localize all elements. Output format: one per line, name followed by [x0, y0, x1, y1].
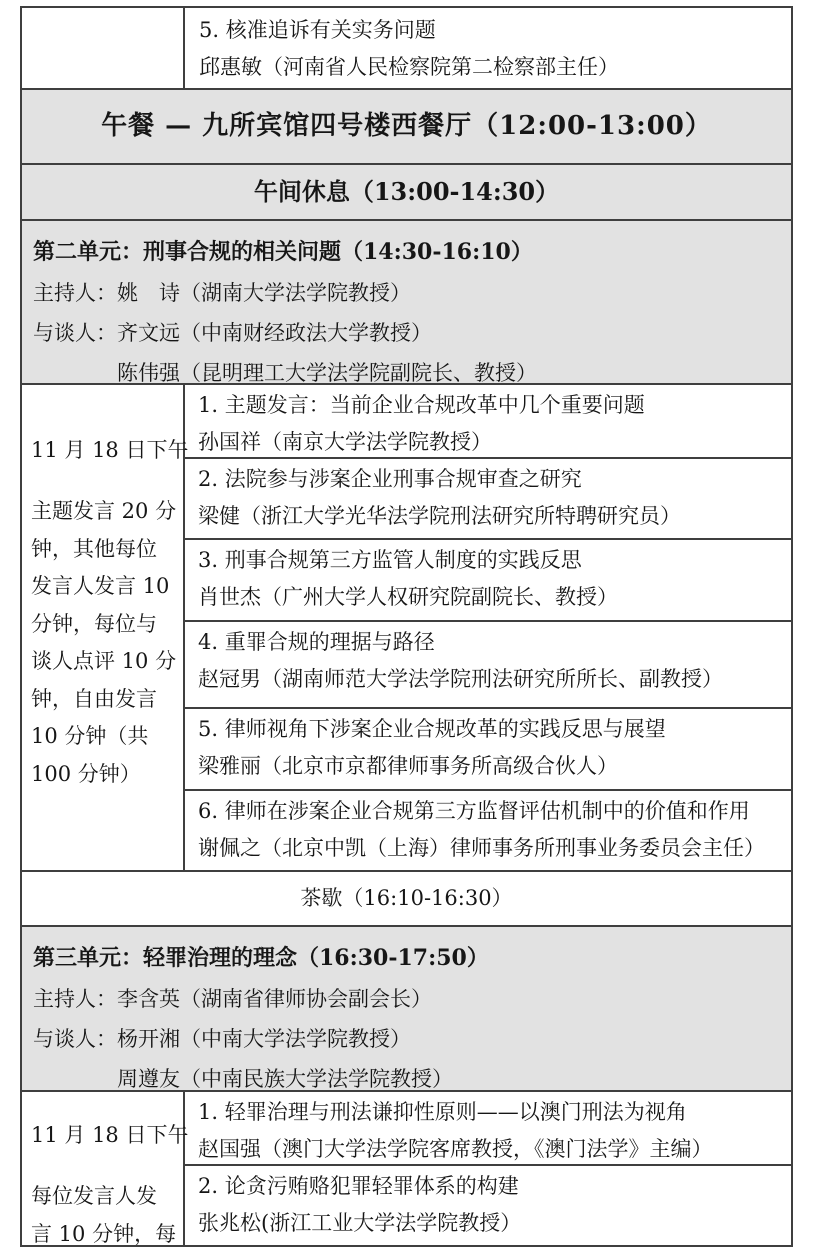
talk-title: 6. 律师在涉案企业合规第三方监督评估机制中的价值和作用	[198, 799, 750, 823]
unit2-discussant-1: 与谈人：齐文远（中南财经政法大学教授）	[33, 321, 432, 345]
talk-row	[185, 540, 791, 622]
talk-title: 2. 法院参与涉案企业刑事合规审查之研究	[198, 467, 582, 491]
unit2-session-row	[22, 385, 791, 872]
unit3-discussant-1: 与谈人：杨开湘（中南大学法学院教授）	[33, 1027, 411, 1051]
tea-break-band: 茶歇（16:10-16:30）	[22, 872, 791, 927]
lunch-band: 午餐 — 九所宾馆四号楼西餐厅（12:00-13:00）	[22, 90, 791, 165]
talk-speaker: 张兆松(浙江工业大学法学院教授）	[198, 1210, 522, 1235]
talk-speaker: 谢佩之（北京中凯（上海）律师事务所刑事业务委员会主任）	[198, 835, 765, 860]
talk-speaker: 梁雅丽（北京市京都律师事务所高级合伙人）	[198, 753, 618, 778]
unit3-title: 第三单元：轻罪治理的理念（16:30-17:50）	[33, 945, 489, 971]
talk-speaker: 赵国强（澳门大学法学院客席教授，《澳门法学》主编）	[198, 1136, 713, 1161]
unit2-talk-list	[185, 385, 791, 870]
talk-row	[185, 622, 791, 709]
row-item5-carryover	[22, 8, 791, 90]
talk-speaker: 孙国祥（南京大学法学院教授）	[198, 429, 492, 454]
unit2-session-note: 主题发言 20 分钟，其他每位发言人发言 10 分钟，每位与谈人点评 10 分钟，自由发言 10 分钟（共 100 分钟）	[31, 499, 177, 786]
talk-row	[185, 709, 791, 791]
unit2-session-date: 11 月 18 日下午	[31, 438, 189, 462]
unit2-host: 主持人：姚 诗（湖南大学法学院教授）	[33, 281, 411, 305]
talk-speaker: 赵冠男（湖南师范大学法学院刑法研究所所长、副教授）	[198, 666, 723, 691]
talk-title: 2. 论贪污贿赂犯罪轻罪体系的构建	[198, 1174, 519, 1198]
talk-title: 1. 轻罪治理与刑法谦抑性原则——以澳门刑法为视角	[198, 1100, 687, 1124]
unit3-host: 主持人：李含英（湖南省律师协会副会长）	[33, 987, 432, 1011]
talk-row	[185, 459, 791, 540]
unit3-session-row	[22, 1092, 791, 1245]
item5-speaker: 邱惠敏（河南省人民检察院第二检察部主任）	[199, 55, 619, 79]
talk-row	[185, 1166, 791, 1245]
talk-title: 1. 主题发言：当前企业合规改革中几个重要问题	[198, 393, 645, 417]
talk-row	[185, 385, 791, 459]
talk-speaker: 梁健（浙江大学光华法学院刑法研究所特聘研究员）	[198, 503, 681, 528]
item5-title: 5. 核准追诉有关实务问题	[199, 18, 436, 42]
unit2-header	[22, 221, 791, 385]
unit2-title: 第二单元：刑事合规的相关问题（14:30-16:10）	[33, 239, 533, 265]
empty-time-cell	[22, 8, 185, 88]
talk-row	[185, 791, 791, 870]
talk-title: 3. 刑事合规第三方监管人制度的实践反思	[198, 548, 582, 572]
unit3-talk-list	[185, 1092, 791, 1245]
unit3-time-cell	[22, 1092, 189, 1245]
unit3-session-date: 11 月 18 日下午	[31, 1123, 189, 1147]
noon-break-band: 午间休息（13:00-14:30）	[22, 165, 791, 221]
unit2-time-cell	[22, 385, 189, 870]
talk-title: 4. 重罪合规的理据与路径	[198, 630, 435, 654]
unit3-header	[22, 927, 791, 1092]
unit3-session-note: 每位发言人发言 10 分钟，每	[31, 1184, 177, 1245]
item5-cell	[185, 8, 791, 88]
talk-title: 5. 律师视角下涉案企业合规改革的实践反思与展望	[198, 717, 666, 741]
talk-row	[185, 1092, 791, 1166]
unit2-discussant-2: 陈伟强（昆明理工大学法学院副院长、教授）	[117, 361, 537, 385]
agenda-table	[20, 6, 793, 1247]
unit3-discussant-2: 周遵友（中南民族大学法学院教授）	[117, 1067, 453, 1091]
talk-speaker: 肖世杰（广州大学人权研究院副院长、教授）	[198, 584, 618, 609]
